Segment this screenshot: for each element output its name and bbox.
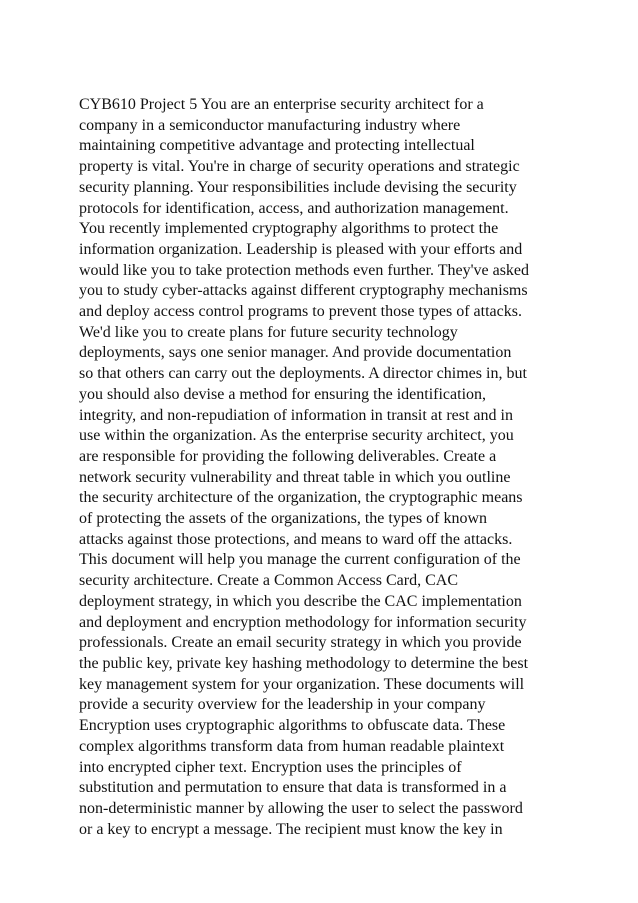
text-line: security architecture. Create a Common Access Card, CAC xyxy=(79,572,458,590)
text-line: are responsible for providing the following deliverables. Create a xyxy=(79,447,497,465)
text-line: use within the organization. As the enterprise security architect, you xyxy=(79,427,514,445)
text-line: information organization. Leadership is pleased with your efforts and xyxy=(79,240,523,258)
text-line: Encryption uses cryptographic algorithms to obfuscate data. These xyxy=(79,717,506,735)
text-line: complex algorithms transform data from human readable plaintext xyxy=(79,737,505,755)
text-line: you should also devise a method for ensuring the identification, xyxy=(79,385,487,403)
text-line: CYB610 Project 5 You are an enterprise security architect for a xyxy=(79,96,484,113)
text-line: integrity, and non-repudiation of information in transit at rest and in xyxy=(79,406,513,424)
text-line: would like you to take protection methods even further. They've asked xyxy=(79,261,530,279)
text-line: or a key to encrypt a message. The recipient must know the key in xyxy=(79,820,503,838)
text-line: deployment strategy, in which you describe the CAC implementation xyxy=(79,592,522,610)
text-line: maintaining competitive advantage and protecting intellectual xyxy=(79,137,475,155)
text-line: attacks against those protections, and means to ward off the attacks. xyxy=(79,530,513,548)
text-line: protocols for identification, access, and authorization management. xyxy=(79,199,509,217)
text-line: you to study cyber-attacks against different cryptography mechanisms xyxy=(79,282,528,300)
text-line: We'd like you to create plans for future security technology xyxy=(79,323,458,341)
text-line: professionals. Create an email security strategy in which you provide xyxy=(79,634,522,652)
text-line: non-deterministic manner by allowing the user to select the password xyxy=(79,799,523,817)
text-line: of protecting the assets of the organizations, the types of known xyxy=(79,510,488,528)
text-line: property is vital. You're in charge of security operations and strategic xyxy=(79,158,520,176)
text-line: security planning. Your responsibilities include devising the security xyxy=(79,178,517,196)
body-text xyxy=(79,95,569,840)
text-line: and deployment and encryption methodology for information security xyxy=(79,613,527,631)
text-line: company in a semiconductor manufacturing industry where xyxy=(79,116,461,134)
text-line: provide a security overview for the leadership in your company xyxy=(79,696,486,714)
text-line: so that others can carry out the deployments. A director chimes in, but xyxy=(79,365,527,383)
text-line: the public key, private key hashing methodology to determine the best xyxy=(79,654,529,672)
text-line: into encrypted cipher text. Encryption uses the principles of xyxy=(79,758,462,776)
text-line: This document will help you manage the current configuration of the xyxy=(79,551,521,569)
text-line: network security vulnerability and threat table in which you outline xyxy=(79,468,511,486)
text-line: deployments, says one senior manager. And provide documentation xyxy=(79,344,512,362)
text-line: key management system for your organization. These documents will xyxy=(79,675,525,693)
text-line: substitution and permutation to ensure that data is transformed in a xyxy=(79,779,507,797)
text-line: You recently implemented cryptography algorithms to protect the xyxy=(79,220,499,238)
text-line: and deploy access control programs to prevent those types of attacks. xyxy=(79,303,522,321)
text-line: the security architecture of the organization, the cryptographic means xyxy=(79,489,523,507)
